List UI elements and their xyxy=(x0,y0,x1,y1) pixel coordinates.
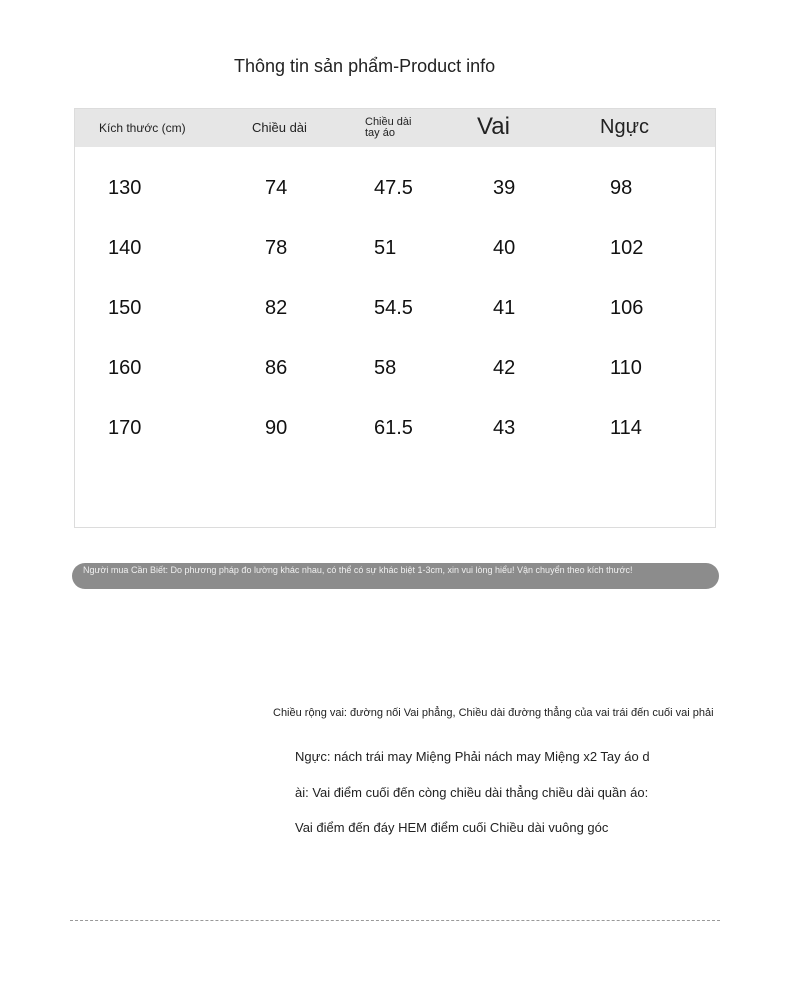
cell-length: 74 xyxy=(265,177,288,199)
size-table xyxy=(74,108,716,528)
cell-shoulder: 43 xyxy=(493,417,516,439)
buyer-notice-text: Người mua Cần Biết: Do phương pháp đo lường khác nhau, có thể có sự khác biệt 1-3cm, xin vui lòng hiểu! Vận chuyển theo kích thước! xyxy=(83,565,633,575)
cell-chest: 110 xyxy=(610,357,642,379)
cell-sleeve-length: 47.5 xyxy=(374,177,413,199)
cell-size: 170 xyxy=(108,417,142,439)
cell-shoulder: 39 xyxy=(493,177,516,199)
header-length: Chiều dài xyxy=(252,120,307,135)
table-body xyxy=(75,147,715,447)
buyer-notice-banner xyxy=(72,563,719,589)
cell-chest: 106 xyxy=(610,297,644,319)
cell-size: 140 xyxy=(108,237,142,259)
header-size: Kích thước (cm) xyxy=(99,121,186,135)
table-row xyxy=(75,267,715,327)
cell-shoulder: 41 xyxy=(493,297,516,319)
measurement-note-length: Vai điểm đến đáy HEM điểm cuối Chiều dài vuông góc xyxy=(295,820,609,835)
table-row xyxy=(75,387,715,447)
cell-length: 78 xyxy=(265,237,288,259)
cell-sleeve-length: 54.5 xyxy=(374,297,413,319)
cell-sleeve-length: 51 xyxy=(374,237,397,259)
table-row xyxy=(75,147,715,207)
cell-chest: 114 xyxy=(610,417,642,439)
header-shoulder: Vai xyxy=(477,113,510,140)
cell-chest: 98 xyxy=(610,177,633,199)
measurement-note-chest: Ngực: nách trái may Miệng Phải nách may Miệng x2 Tay áo d xyxy=(295,749,650,764)
table-row xyxy=(75,207,715,267)
measurement-note-sleeve: ài: Vai điểm cuối đến còng chiều dài thẳng chiều dài quần áo: xyxy=(295,785,649,800)
cell-size: 130 xyxy=(108,177,142,199)
cell-length: 90 xyxy=(265,417,288,439)
cell-shoulder: 42 xyxy=(493,357,516,379)
page-title: Thông tin sản phẩm-Product info xyxy=(234,56,496,76)
dashed-divider xyxy=(70,920,720,921)
table-header xyxy=(75,109,715,147)
cell-chest: 102 xyxy=(610,237,644,259)
cell-size: 150 xyxy=(108,297,142,319)
cell-length: 82 xyxy=(265,297,288,319)
header-sleeve-length: Chiều dài tay áo xyxy=(365,116,412,139)
header-chest: Ngực xyxy=(600,116,649,138)
cell-size: 160 xyxy=(108,357,142,379)
cell-sleeve-length: 61.5 xyxy=(374,417,413,439)
cell-shoulder: 40 xyxy=(493,237,516,259)
cell-length: 86 xyxy=(265,357,288,379)
measurement-note-shoulder: Chiều rộng vai: đường nối Vai phẳng, Chiều dài đường thẳng của vai trái đến cuối vai phải xyxy=(273,707,714,719)
cell-sleeve-length: 58 xyxy=(374,357,397,379)
table-row xyxy=(75,327,715,387)
